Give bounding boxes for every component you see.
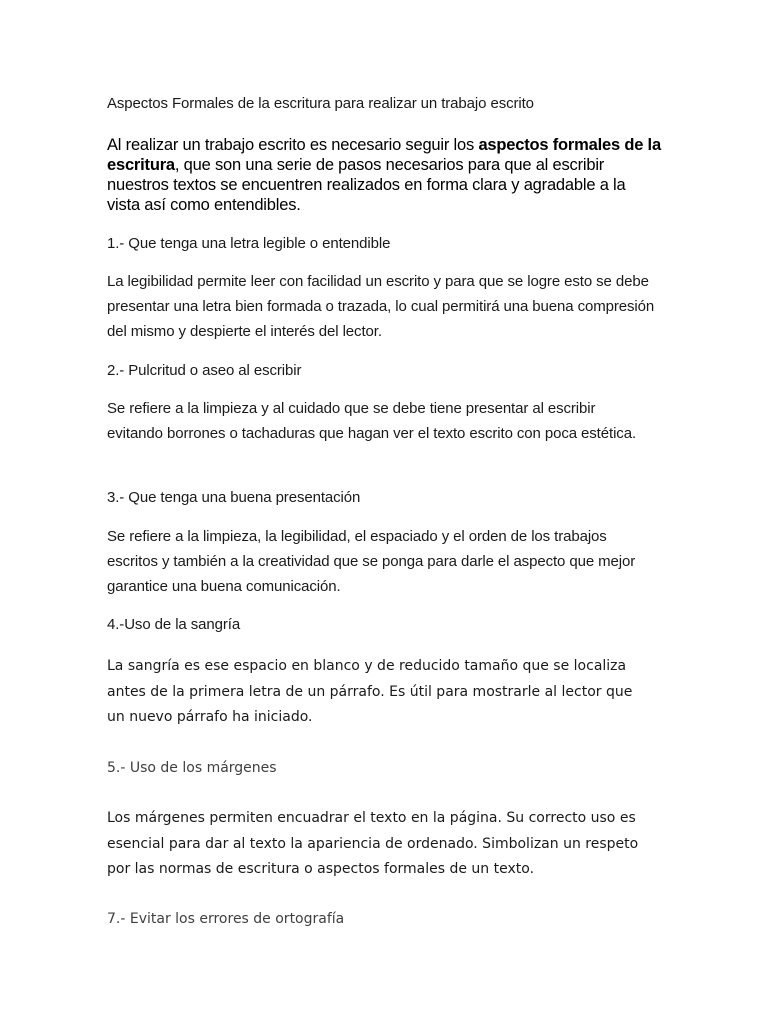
document-title: Aspectos Formales de la escritura para realizar un trabajo escrito [107, 95, 534, 112]
intro-bold-term: aspectos formales de la escritura [107, 136, 661, 174]
section-1-heading: 1.- Que tenga una letra legible o entendible [107, 235, 391, 252]
section-5-heading: 5.- Uso de los márgenes [107, 760, 277, 776]
section-1-body: La legibilidad permite leer con facilidad un escrito y para que se logre esto se debe presentar una letra bien formada o trazada, lo cual permitirá una buena compresión del mismo y despierte el interés del lector. [107, 273, 655, 340]
intro-text-start: Al realizar un trabajo escrito es necesario seguir los [107, 136, 479, 154]
section-5-body: Los márgenes permiten encuadrar el texto en la página. Su correcto uso es esencial para dar al texto la apariencia de ordenado. Simbolizan un respeto por las normas de escritura o aspectos formales de un texto. [107, 810, 639, 877]
section-3-heading: 3.- Que tenga una buena presentación [107, 489, 361, 506]
intro-paragraph [107, 135, 662, 215]
section-2-heading: 2.- Pulcritud o aseo al escribir [107, 362, 302, 379]
section-7-heading: 7.- Evitar los errores de ortografía [107, 911, 345, 927]
section-3-body: Se refiere a la limpieza, la legibilidad, el espaciado y el orden de los trabajos escritos y también a la creatividad que se ponga para darle el aspecto que mejor garantice una buena comunicación. [107, 528, 636, 595]
intro-text-end: , que son una serie de pasos necesarios para que al escribir nuestros textos se encuentren realizados en forma clara y agradable a la vista así como entendibles. [107, 156, 626, 214]
section-4-body: La sangría es ese espacio en blanco y de reducido tamaño que se localiza antes de la primera letra de un párrafo. Es útil para mostrarle al lector que un nuevo párrafo ha iniciado. [107, 658, 633, 725]
section-4-heading: 4.-Uso de la sangría [107, 616, 241, 633]
section-2-body: Se refiere a la limpieza y al cuidado que se debe tiene presentar al escribir evitando borrones o tachaduras que hagan ver el texto escrito con poca estética. [107, 400, 637, 442]
